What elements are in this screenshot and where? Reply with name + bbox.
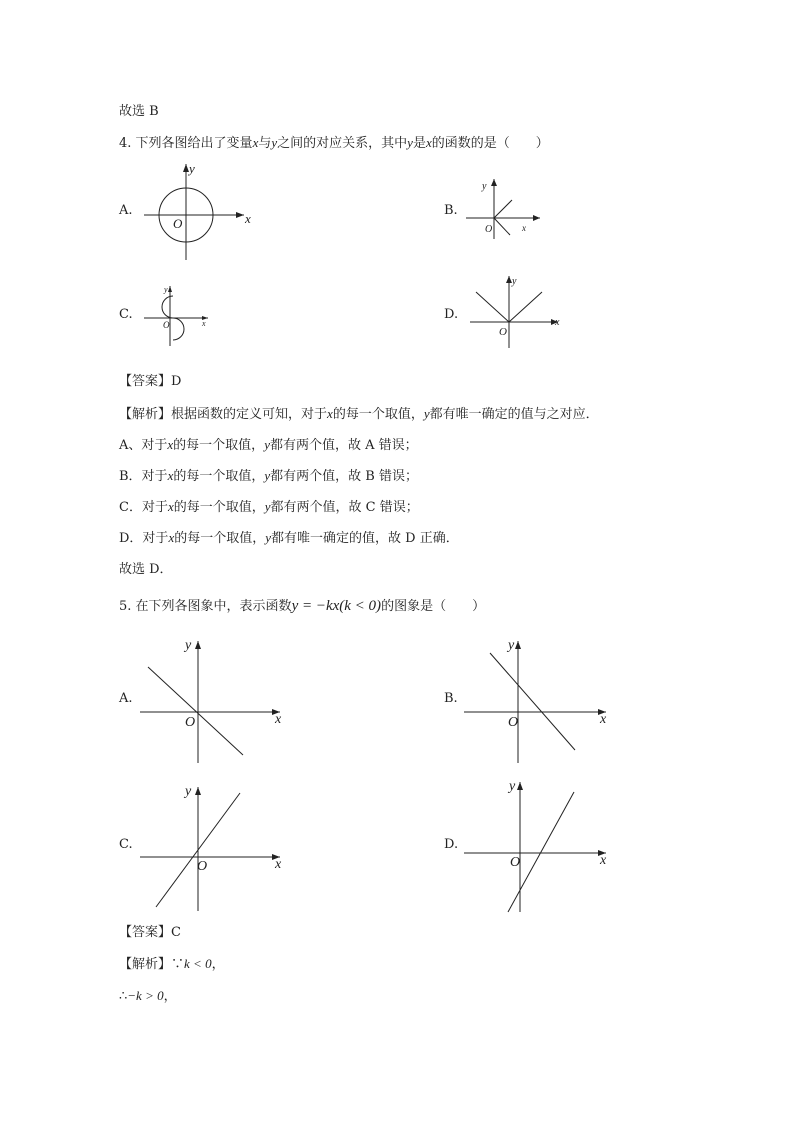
q5-option-c-label: C. [119, 837, 133, 852]
q5-graph-a [140, 635, 290, 765]
q4-option-c-label: C. [119, 307, 133, 322]
q5-analysis-2: ∴−k > 0， [119, 988, 177, 1004]
axis-y-label: y [482, 181, 487, 192]
q5-graph-d [464, 778, 614, 914]
q4-analysis-d: D．对于x的每一个取值，y都有唯一确定的值，故 D 正确． [119, 530, 459, 546]
q5-option-d-label: D. [444, 837, 459, 852]
q5-stem: 5. 在下列各图象中，表示函数y = −kx(k < 0)的图象是（ ） [119, 598, 486, 614]
q5-graph-c [140, 781, 290, 913]
q5-option-a-label: A. [119, 691, 133, 706]
axis-y-label: y [509, 779, 516, 794]
origin-label: O [499, 326, 507, 338]
origin-label: O [508, 715, 519, 730]
q4-answer: 【答案】D [119, 374, 182, 389]
q5-formula: y = −kx(k < 0) [291, 598, 382, 614]
axis-x-label: x [555, 317, 560, 328]
q4-option-b-label: B. [444, 203, 458, 218]
axis-y-label: y [508, 638, 515, 653]
q4-conclusion: 故选 D． [119, 562, 173, 577]
axis-x-label: x [522, 223, 526, 233]
axis-x-label: x [600, 712, 607, 727]
q4-graph-a [140, 160, 260, 265]
axis-x-label: x [600, 853, 607, 868]
q5-answer: 【答案】C [119, 925, 181, 940]
axis-x-label: x [245, 211, 251, 226]
origin-label: O [163, 320, 170, 330]
axis-y-label: y [512, 276, 517, 287]
q5-graph-b [464, 635, 614, 765]
q3-conclusion: 故选 B [119, 104, 159, 119]
q4-graph-c [142, 282, 214, 350]
q4-stem: 4. 下列各图给出了变量x与y之间的对应关系，其中y是x的函数的是（ ） [119, 135, 549, 151]
q5-analysis: 【解析】∵k < 0， [119, 956, 225, 972]
q4-analysis-c: C．对于x的每一个取值，y都有两个值，故 C 错误； [119, 499, 419, 515]
origin-label: O [510, 855, 521, 870]
axis-x-label: x [275, 857, 282, 872]
q4-graph-b [462, 175, 547, 245]
q4-analysis-a: A、对于x的每一个取值，y都有两个值，故 A 错误； [119, 437, 418, 453]
q4-number: 4. [119, 136, 132, 151]
origin-label: O [197, 859, 208, 874]
origin-label: O [173, 216, 183, 231]
axis-y-label: y [185, 784, 192, 799]
axis-x-label: x [202, 319, 206, 328]
q5-option-b-label: B. [444, 691, 458, 706]
axis-y-label: y [189, 161, 195, 176]
axis-y-label: y [185, 638, 192, 653]
q4-option-a-label: A. [119, 203, 133, 218]
q4-graph-d [466, 272, 566, 352]
origin-label: O [485, 224, 493, 235]
origin-label: O [185, 715, 196, 730]
axis-x-label: x [275, 712, 282, 727]
axis-y-label: y [164, 285, 168, 294]
q4-analysis-b: B．对于x的每一个取值，y都有两个值，故 B 错误； [119, 468, 418, 484]
q5-number: 5. [119, 599, 132, 614]
q4-option-d-label: D. [444, 307, 459, 322]
q4-analysis: 【解析】根据函数的定义可知，对于x的每一个取值，y都有唯一确定的值与之对应． [119, 406, 599, 422]
